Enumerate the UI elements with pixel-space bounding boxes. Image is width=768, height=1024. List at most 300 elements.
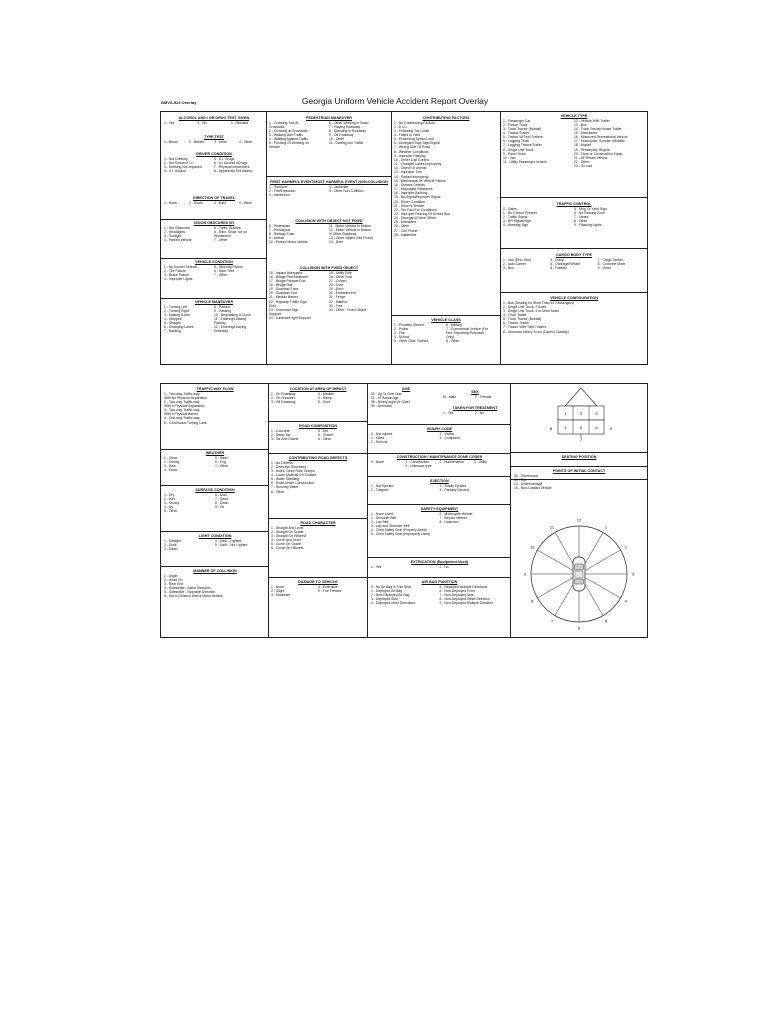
code-entry: 0 - Gates: [503, 206, 517, 211]
code-entry: 3 - Utility: [473, 459, 487, 464]
code-entry: 2 - No: [439, 564, 449, 569]
page-title: Georgia Uniform Vehicle Accident Report Overlay: [301, 96, 489, 106]
taken-for-treatment-section: [443, 406, 507, 415]
code-entry: 12 - Entering/Leaving: [214, 325, 247, 330]
section-heading: ROAD CHARACTER: [300, 521, 336, 525]
code-entry: 6 - Gore: [318, 399, 331, 404]
direction-of-travel-section: [164, 196, 264, 205]
initial-contact-section: [514, 469, 644, 490]
code-entry: 1 - Not Drinking: [164, 156, 188, 161]
code-entry: [215, 468, 266, 472]
section-heading: SURFACE CONDITION: [195, 488, 235, 492]
code-entry: [215, 509, 266, 513]
code-entry: [329, 193, 389, 197]
code-entry: 4 - Partially Ejected: [439, 487, 469, 492]
code-entry: 2 - Black Top: [271, 432, 291, 437]
code-row: [371, 464, 508, 468]
code-entry: [318, 593, 365, 597]
code-row: [164, 509, 266, 513]
code-entry: 3 - Fire: [394, 330, 405, 335]
section-heading: CONTRIBUTING ROAD DEFECTS: [288, 456, 348, 460]
code-entry: 1 - No Defects: [271, 460, 293, 465]
code-entry: 4 - Unknown type: [405, 463, 432, 468]
code-entry: 2 - Dusk: [164, 542, 177, 547]
code-entry: 6 - Rain, Snow, Ice on: [214, 229, 248, 234]
section-heading: ROAD COMPOSITION: [298, 424, 338, 428]
seat-number: 5: [579, 425, 583, 430]
code-entry: 7 - Lanes: [574, 214, 589, 219]
code-row: [503, 266, 645, 270]
code-row: [371, 601, 508, 605]
section-heading: TRAFFIC-WAY FLOW: [196, 387, 234, 391]
code-entry: 00 - Up To One Year: [371, 391, 402, 396]
code-entry: [371, 464, 405, 468]
code-entry: 28 - Curb: [329, 283, 344, 288]
surface-condition-section: [164, 488, 266, 513]
age-section: [371, 387, 441, 408]
code-row: [503, 330, 645, 334]
section-heading: WEATHER: [205, 451, 225, 455]
clock-position-label: 2: [624, 544, 627, 550]
code-row: [271, 593, 365, 597]
code-entry: 4 - Dump: [550, 257, 565, 262]
code-entry: 26 - Other Post: [329, 274, 352, 279]
code-entry: 5 - U.I. Drugs: [214, 156, 235, 161]
code-entry: 15 - Ambulance: [574, 131, 598, 136]
code-entry: 6 - Other: [318, 436, 332, 441]
code-entry: 23 - Improper Passing Of School Bus: [394, 211, 450, 216]
code-entry: 6 - Pedestrian: [269, 223, 291, 228]
code-entry: 1 - Not Ejected: [371, 483, 394, 488]
code-entry: 3 - Drinking Not Impaired: [164, 164, 202, 169]
code-entry: 7 - Wrong Side Of Road: [394, 145, 431, 150]
code-entry: 4 - U.I. Alcohol: [164, 169, 187, 174]
code-entry: 31 - Fence: [329, 295, 346, 300]
car-icon: [573, 557, 585, 591]
seat-side-left: 8: [549, 426, 553, 431]
code-entry: [329, 145, 389, 149]
sex-section: [443, 390, 507, 399]
section-heading: PEDESTRIAN MANEUVER: [306, 116, 352, 120]
section-heading: VEHICLE CLASS: [431, 318, 461, 322]
code-entry: 2 - South: [189, 200, 203, 205]
section-heading: DRIVER CONDITION: [196, 152, 232, 156]
code-entry: 23 - Overhead Sign: [269, 307, 299, 312]
code-entry: 4 - Other: [239, 139, 253, 144]
code-entry: 7 - Running Water: [271, 485, 299, 490]
code-entry: 11 - Utility Passenger Vehicle: [503, 160, 547, 165]
code-entry: 1 - None: [271, 584, 285, 589]
code-entry: 11 - Darting Into Traffic: [329, 141, 364, 146]
code-row: [164, 329, 264, 333]
code-entry: 0 - No Air Bag in This Seat: [371, 584, 411, 589]
code-entry: 2 - Head On: [164, 577, 183, 582]
code-entry: 5 - Dark - Not Lighted: [215, 542, 248, 547]
code-entry: 8 - Other: [271, 489, 285, 494]
code-entry: Windshield: [214, 233, 231, 238]
code-entry: 4 - Walking Against Traffic: [269, 137, 309, 142]
section-heading: POINTS OF INITIAL CONTACT: [552, 469, 606, 473]
clock-position-label: 5: [604, 618, 608, 624]
code-entry: 15 - Mechanical Or Vehicle Failure: [394, 178, 446, 183]
code-entry: 6 - Non-Deployed Front: [439, 588, 475, 593]
code-entry: 1 - North: [164, 200, 178, 205]
code-entry: 21 - All Terrain Vehicle: [574, 155, 608, 160]
code-entry: 20 - Driver Condition: [394, 199, 426, 204]
code-entry: 6 - Other Working in Road: [329, 120, 369, 125]
code-row: [164, 547, 266, 551]
section-heading: ALCOHOL AND / OR DRUG TEST GIVEN: [178, 116, 250, 120]
code-entry: 4 - Curve And Level: [271, 538, 301, 543]
code-entry: 11 - Motor Vehicle In Motion: [329, 223, 371, 228]
first-harmful-event-section: [269, 180, 389, 197]
section-heading: VEHICLE TYPE: [560, 114, 588, 118]
code-entry: 3 - Truck Tractor (Bobtail): [503, 126, 542, 131]
section-heading: VEHICLE MANEUVER: [194, 300, 234, 304]
code-row: [371, 440, 508, 444]
code-entry: 2 - Maintenance: [439, 459, 464, 464]
seat-side-right: 9: [609, 426, 613, 431]
code-entry: 3 - Immersion: [269, 192, 290, 197]
code-entry: 21 - Median Barrier: [269, 295, 299, 300]
code-entry: 12 - Object Or Animal: [394, 166, 427, 171]
code-entry: 2 - Crossing at Crosswalk: [269, 128, 308, 133]
code-row: [394, 233, 498, 237]
driver-condition-section: [164, 152, 264, 173]
section-heading: TYPE TEST: [203, 135, 225, 139]
code-entry: Hire, Reporting Purposes: [446, 330, 485, 335]
code-entry: 16 - Surface Defects: [394, 182, 425, 187]
road-character-section: [271, 521, 365, 550]
code-entry: 19 - Pedalcycle, Bicycle: [574, 147, 610, 152]
code-entry: 1 - Dry: [164, 492, 175, 497]
code-entry: 00 - Overturned: [514, 473, 538, 478]
code-entry: 5 - Ramp: [318, 395, 332, 400]
code-entry: 8 - Concrete Mixer: [597, 261, 626, 266]
vehicle-condition-section: [164, 260, 264, 281]
code-entry: 7 - Physical Impairment: [214, 164, 250, 169]
code-row: [503, 223, 645, 227]
code-entry: 99 - Unknown: [371, 404, 392, 409]
code-entry: Post: [269, 303, 276, 308]
code-row: [271, 437, 365, 441]
code-entry: 4 - School: [394, 335, 410, 340]
code-entry: 1 - Straight And Level: [271, 525, 304, 530]
code-entry: 6 - Disregard Stop Sign/Signal: [394, 141, 440, 146]
code-entry: 8 - Unknown: [439, 519, 459, 524]
section-heading: CONTRIBUTING FACTORS: [422, 116, 470, 120]
section-heading: FIRST HARMFUL EVENT/MOST HARMFUL EVENT NON-COLLISION: [270, 180, 388, 184]
code-entry: 14 - Parked Improperly: [394, 174, 429, 179]
code-entry: 2 - Fire/Explosion: [269, 188, 296, 193]
code-entry: 2 - Not Known if U.I.: [164, 160, 195, 165]
code-entry: 3 - Straight On Hillcrest: [271, 533, 307, 538]
code-entry: 9 - Flashing Lights: [574, 223, 602, 228]
section-heading: TRAFFIC CONTROL: [556, 202, 592, 206]
code-entry: 8 - Weather Conditions: [394, 149, 429, 154]
code-entry: Support: [269, 312, 281, 317]
code-entry: 2 - Lap Belt: [371, 519, 389, 524]
code-entry: 0 - None: [371, 459, 385, 464]
code-entry: 13 - Improper Turn: [394, 170, 423, 175]
code-entry: 1 - Yes: [443, 410, 454, 415]
code-entry: 3 - Holes, Deep Ruts, Bumps: [271, 468, 315, 473]
code-entry: 20 - Guardrail End: [269, 291, 297, 296]
code-entry: 1 - No Known Defects: [164, 264, 197, 269]
injury-code-section: [371, 427, 508, 444]
code-entry: 1 - Yes: [371, 564, 382, 569]
code-entry: 8 - Other: [574, 219, 588, 224]
code-entry: 33 - Tree: [329, 303, 343, 308]
code-entry: 7 - Other: [215, 463, 229, 468]
code-entry: 16 - Motorized Recreational Vehicle: [574, 135, 628, 140]
code-entry: 2 - On Shoulder: [271, 395, 295, 400]
code-entry: 25 - Utility Pole: [329, 270, 352, 275]
location-impact-section: [271, 387, 365, 404]
code-entry: 18 - Moped: [574, 143, 592, 148]
section-heading: COLLISION WITH OBJECT NOT FIXED: [295, 219, 363, 223]
code-entry: 3 - Making U-turn: [164, 312, 191, 317]
code-entry: 10 - Parked Motor Vehicle: [269, 240, 309, 245]
code-entry: 7 - Pedalcycle: [269, 227, 291, 232]
code-entry: 3 - Bus: [503, 265, 514, 270]
code-entry: 5 - Pushing Or Working on: [269, 141, 309, 146]
code-entry: 7 - Other: [214, 272, 228, 277]
clock-position-label: 8: [531, 598, 534, 604]
code-entry: 2 - Breath: [189, 139, 204, 144]
code-entry: 8 - Standing in Roadway: [329, 128, 366, 133]
code-entry: With a Physical Separation: [164, 404, 205, 409]
code-row: [164, 594, 266, 598]
code-entry: 15 - Impact Attenuator: [269, 270, 303, 275]
air-bag-section: [371, 580, 508, 605]
code-entry: 5 - Straight: [164, 321, 181, 326]
code-entry: 5 - Sleet: [215, 455, 228, 460]
code-entry: 9 - Panel Truck: [503, 151, 526, 156]
code-entry: 7 - Logging Tractor/Trailer: [503, 143, 542, 148]
code-entry: 17 - Bridge Parapet End: [269, 278, 306, 283]
code-entry: 6 - Road Under Construction: [271, 481, 315, 486]
code-entry: 1 - Yes: [164, 120, 175, 125]
pedestrian-maneuver-section: [269, 116, 389, 150]
code-entry: 4 - Median: [318, 391, 335, 396]
code-entry: 4 - Loose Material On Surface: [271, 473, 317, 478]
code-entry: 5 - Other Non-Collision: [329, 188, 364, 193]
road-composition-section: [271, 424, 365, 441]
code-entry: 7 - Bicycle Helmet: [439, 515, 467, 520]
code-entry: 34 - Other - Fixed Object: [329, 307, 367, 312]
code-entry: 4 - Deployed other Directions: [371, 601, 415, 606]
vehicle-maneuver-section: [164, 300, 264, 334]
code-entry: 3 - Visible: [439, 431, 455, 436]
code-entry: 5 - Stop Or Yield Sign: [574, 206, 607, 211]
code-entry: 4 - Dirt: [318, 428, 329, 433]
clock-position-label: 4: [624, 598, 627, 604]
code-row: [164, 140, 264, 144]
seat-number: 1: [564, 411, 567, 416]
code-entry: 16 - Bridge Pier/Abutment: [269, 274, 309, 279]
collision-not-fixed-section: [269, 219, 389, 244]
code-entry: 22 - Too Fast For Conditions: [394, 207, 437, 212]
code-entry: 5 - Child Safety Seat (Improperly Used): [371, 532, 431, 537]
code-entry: 12 - Vehicle With Trailer: [574, 118, 610, 123]
seating-arrow-shape: [565, 388, 597, 406]
code-entry: 6 - Not A Collision With a Motor Vehicle: [164, 594, 223, 599]
seating-position-title: SEATING POSITION: [561, 455, 597, 459]
code-entry: 19 - No Signal/Improper Signal: [394, 195, 441, 200]
code-entry: 9 - Animal: [269, 236, 285, 241]
code-entry: 10 - Driver Lost Control: [394, 157, 430, 162]
ejection-section: [371, 479, 508, 492]
seat-number: 3: [595, 411, 598, 416]
code-entry: 10 - Van: [503, 155, 516, 160]
code-entry: 6 - Mud: [215, 492, 227, 497]
code-entry: 2 - Serious: [371, 439, 388, 444]
clock-position-label: 7: [550, 618, 554, 624]
code-entry: 1 - Construction: [405, 459, 430, 464]
road-defects-section: [271, 456, 365, 494]
code-row: [269, 193, 389, 197]
impact-clock-diagram: [511, 514, 647, 636]
code-entry: 13 - Top: [514, 477, 527, 482]
code-entry: [440, 440, 509, 444]
code-entry: 4 - Tractor/Trailer: [503, 131, 529, 136]
code-entry: 9 - Non-Deployed Multiple Direction: [439, 601, 494, 606]
code-entry: 4 - Stopped: [164, 317, 182, 322]
code-entry: 5 - Gravel: [318, 432, 333, 437]
code-entry: 13 - Bus: [574, 122, 587, 127]
work-zone-section: [371, 455, 508, 468]
code-entry: 10 - Negotiating A Curve: [214, 312, 251, 317]
code-entry: 3 - Deployed Side: [371, 597, 398, 602]
code-row: [164, 121, 264, 125]
code-entry: 7 - Tractor With Twin Trailers: [503, 325, 547, 330]
code-entry: 3 - RR Signal/Sign: [503, 219, 531, 224]
code-entry: 10 - Other: [329, 137, 345, 142]
clock-position-label: 12: [576, 517, 582, 523]
code-entry: 19 - Guardrail Face: [269, 287, 299, 292]
code-entry: 5 - Garbage/Refuse: [550, 261, 581, 266]
code-entry: Driveway: [214, 329, 228, 334]
code-entry: 2 - No: [475, 410, 485, 415]
code-entry: Only): [446, 335, 455, 340]
code-entry: 1 - Clear: [164, 455, 178, 460]
code-entry: 6 - Logging Truck: [503, 139, 530, 144]
code-entry: 1 - No Control Present: [503, 210, 537, 215]
code-entry: 4 - Jackknife: [329, 184, 349, 189]
code-row: [164, 169, 264, 173]
code-entry: 1 - Turning Left: [164, 304, 187, 309]
code-entry: 2 - Auto Carrier: [503, 261, 526, 266]
code-entry: 9 - Improper Passing: [394, 153, 426, 158]
code-entry: 7 - Non-Deployed Side: [439, 592, 474, 597]
code-entry: M - Male: [443, 394, 457, 399]
code-entry: 2 - Cloudy: [164, 459, 180, 464]
manner-of-collision-section: [164, 569, 266, 598]
section-heading: VEHICLE CONDITION: [195, 260, 233, 264]
code-row: [269, 145, 389, 149]
section-heading: EXTRICATION (Equipment Used): [410, 560, 469, 564]
code-entry: 2 - Single Unit Truck: 2 Axles: [503, 304, 547, 309]
code-entry: 1 - On Roadway: [271, 391, 296, 396]
code-entry: 3 - Urine: [214, 139, 228, 144]
code-entry: 1 - Concrete: [271, 428, 290, 433]
section-heading: CARGO BODY TYPE: [556, 253, 592, 257]
code-entry: 2 - Pickup Truck: [503, 122, 528, 127]
vehicle-configuration-section: [503, 296, 645, 334]
code-entry: 24 - Luminaire light Support: [269, 316, 311, 321]
code-row: [271, 546, 365, 550]
code-entry: 1 - Not Obscured: [164, 225, 190, 230]
code-entry: 1 - Crossing, Not At: [269, 120, 299, 125]
code-entry: 8 - Railway Train: [269, 231, 295, 236]
code-entry: 5 - Tractor W/Twin Trailers: [503, 135, 543, 140]
code-entry: 23 - Go cart: [574, 164, 592, 169]
code-entry: 4 - Parked Vehicle: [164, 238, 192, 243]
clock-position-label: 10: [530, 544, 535, 550]
weather-section: [164, 451, 266, 472]
code-entry: 5 - Steering Failure: [214, 264, 243, 269]
clock-position-label: 3: [631, 571, 635, 577]
code-entry: 4 - Improper Lights: [164, 277, 193, 282]
code-entry: 6 - Slick Tires: [214, 268, 235, 273]
code-entry: 2 - Straight On Grade: [271, 529, 304, 534]
code-entry: 22 - Other: [574, 160, 590, 165]
code-entry: 1 - Privately Owned: [394, 322, 424, 327]
section-heading: COLLISION WITH FIXED OBJECT: [299, 266, 359, 270]
section-heading: INJURY CODE: [427, 427, 452, 431]
section-heading: MANNER OF COLLISION: [193, 569, 237, 573]
code-entry: 3 - Two-way Traffic-way: [164, 408, 200, 413]
seat-number: 2: [579, 411, 583, 416]
code-entry: 1 - None Used: [371, 511, 393, 516]
code-row: [371, 404, 441, 408]
code-entry: 9 - Passing: [214, 308, 231, 313]
code-row: [269, 316, 389, 320]
code-entry: 7 - Other: [214, 238, 228, 243]
code-entry: 9 - Off Roadway: [329, 133, 354, 138]
code-row: [371, 532, 508, 536]
code-entry: 18 - Improper Backing: [394, 191, 428, 196]
extrication-section: [371, 560, 508, 569]
code-entry: 5 - Other Govt. Owned: [394, 339, 429, 344]
code-entry: 4 - Snow: [164, 468, 178, 473]
code-entry: 4 - Truck Trailer: [503, 313, 527, 318]
code-entry: 6 - U.I Alcohol &Drugs: [214, 160, 248, 165]
code-entry: 01 - 97 Actual Age: [371, 395, 399, 400]
code-entry: 1 - Killed: [371, 435, 385, 440]
light-condition-section: [164, 534, 266, 551]
code-entry: 1 - No Contributing Factors: [394, 120, 435, 125]
code-entry: 2 - Wet: [164, 496, 175, 501]
code-entry: 2 - Slight: [271, 588, 285, 593]
code-entry: 5 - Sideswipe - Opposite Direction: [164, 590, 216, 595]
code-entry: 5 - Continuous Turning Lane: [164, 420, 207, 425]
code-entry: 98 - Ninety-eight Or Older: [371, 399, 410, 404]
code-entry: 4 - West: [239, 200, 252, 205]
section-heading: VISION OBSCURED BY: [193, 221, 235, 225]
code-entry: 7 - Commercial Vehicle (For: [446, 326, 489, 331]
card-upper: [160, 111, 648, 365]
code-entry: 5 - Deployed Multiple Directions: [439, 584, 488, 589]
code-entry: 6 - Changing Lanes: [164, 325, 194, 330]
code-entry: 8 - Unknown Heavy Truck (Cannot Classify): [503, 329, 569, 334]
code-entry: 3 - Brake Failure: [164, 272, 190, 277]
code-entry: [440, 532, 509, 536]
code-entry: 28 - Inattentive: [394, 232, 417, 237]
code-row: [269, 240, 389, 244]
code-entry: 20 - Farm or Construction Equip.: [574, 151, 624, 156]
